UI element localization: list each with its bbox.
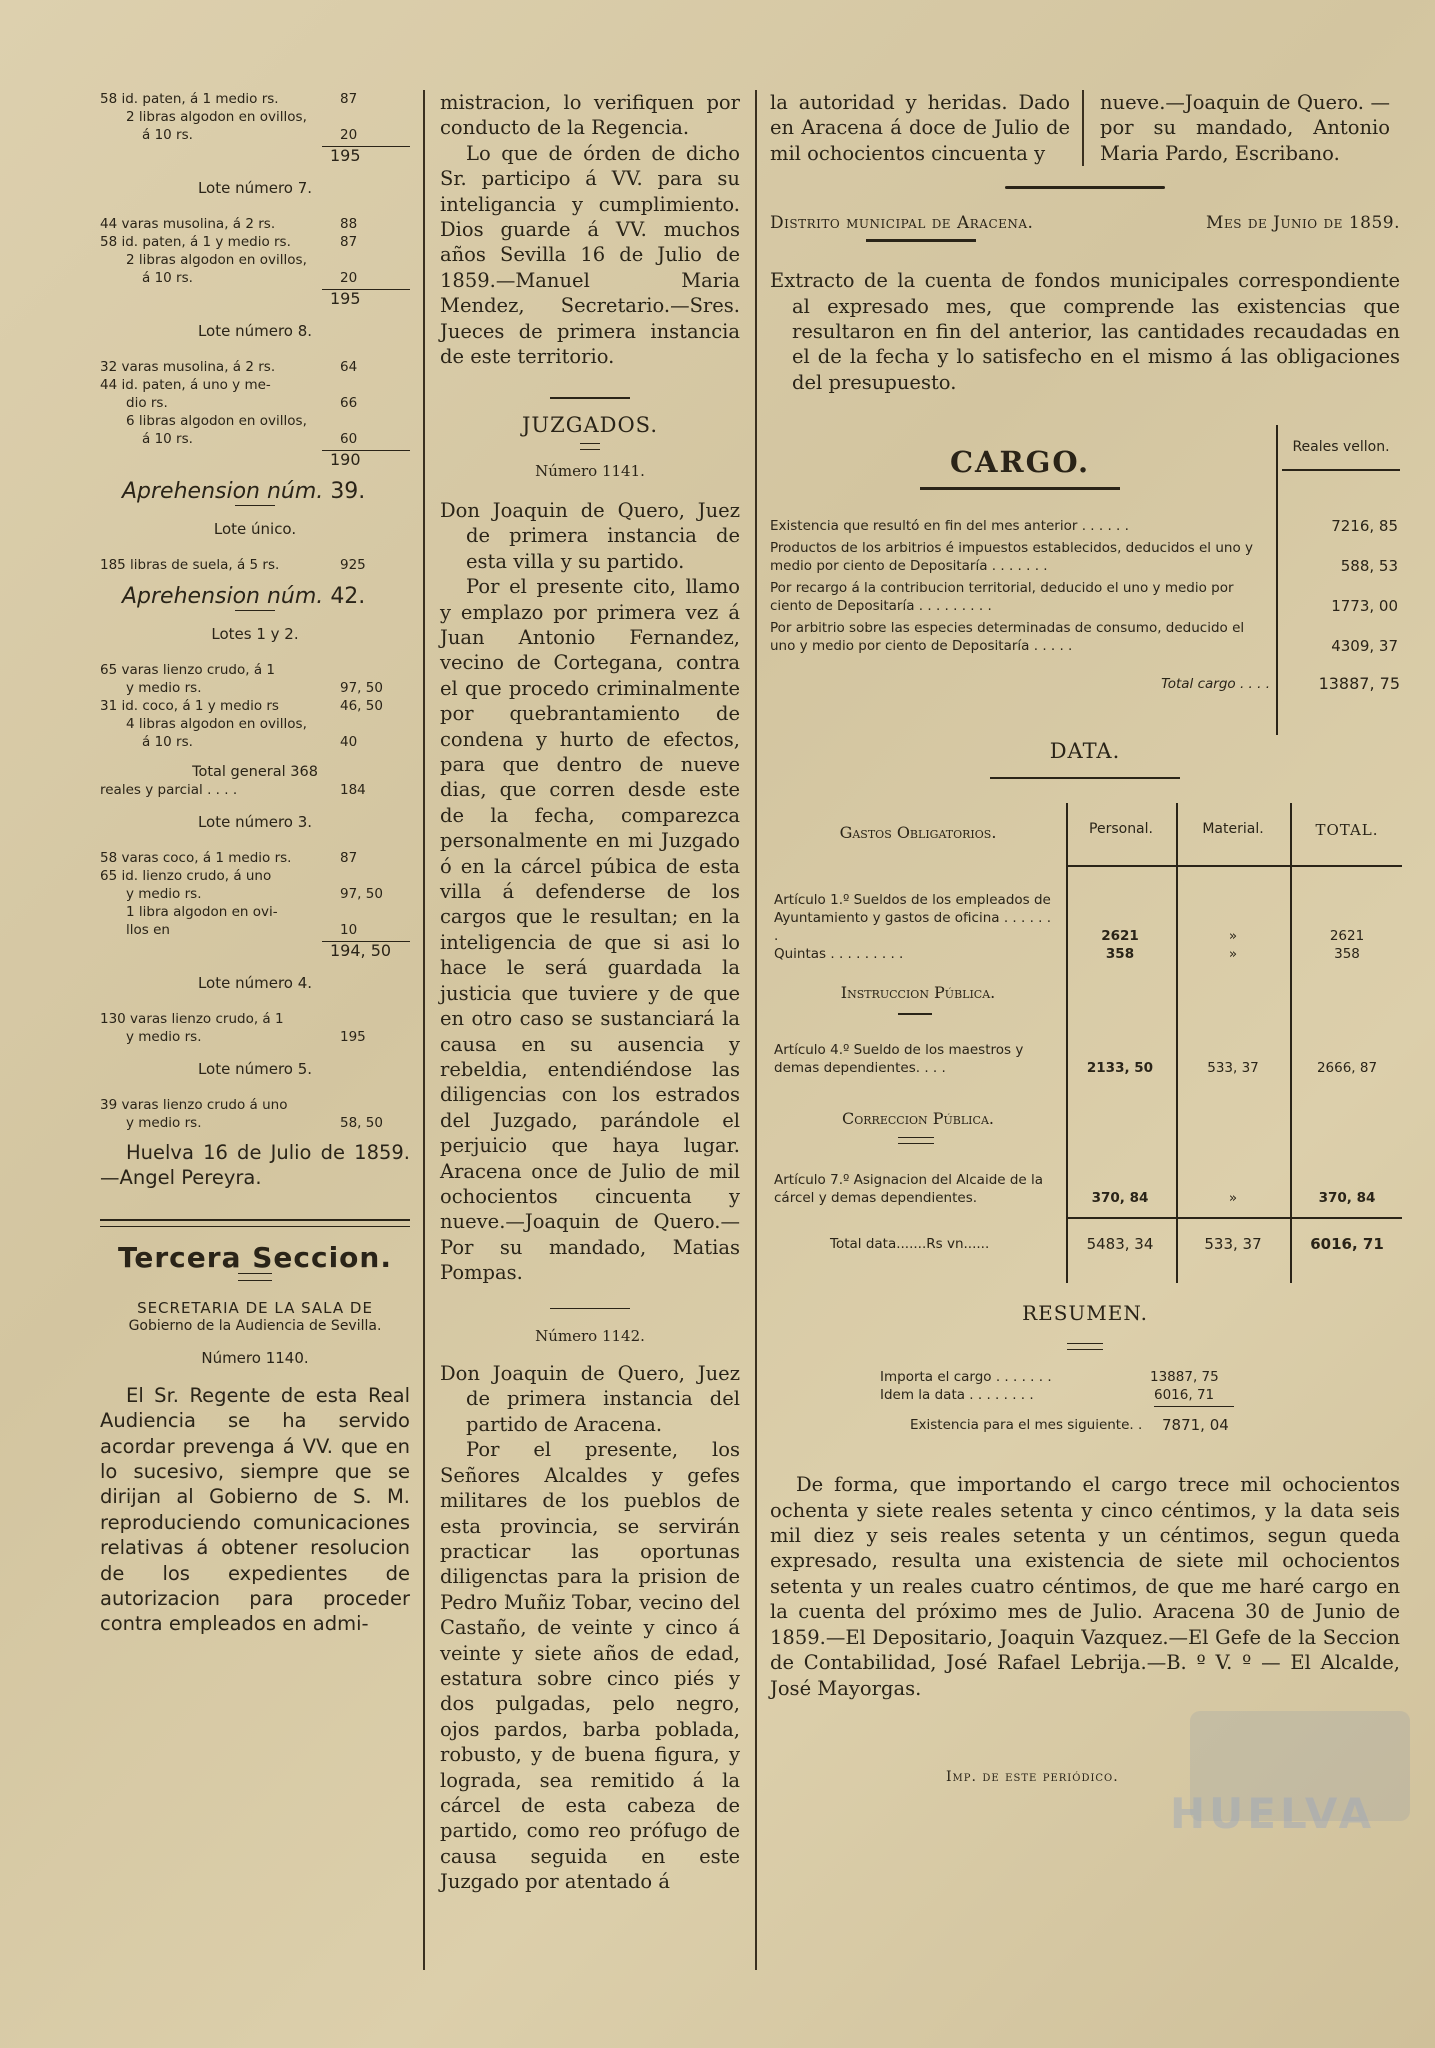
art4-label: Artículo 4.º Sueldo de los maestros y demas dependientes. . . . bbox=[774, 1042, 1024, 1077]
art4-personal: 2133, 50 bbox=[1086, 1060, 1154, 1077]
lote-line: 65 varas lienzo crudo, á 1 bbox=[100, 662, 275, 678]
lote-line: 44 varas musolina, á 2 rs. 88 bbox=[100, 216, 358, 232]
total-general: Total general 368 bbox=[192, 764, 318, 780]
art7-label: Artículo 7.º Asignacion del Alcaide de la cárcel y demas dependientes. bbox=[774, 1172, 1044, 1207]
lote-line: 2 libras algodon en ovillos, bbox=[126, 109, 307, 125]
lote-items bbox=[100, 661, 410, 751]
existencia-value: 7871, 04 bbox=[1162, 1416, 1229, 1435]
divider bbox=[235, 610, 275, 611]
cargo-row: Existencia que resultó en fin del mes anterior . . . . . . 7216, 85 bbox=[770, 517, 1398, 536]
lote-line: á 10 rs. 20 bbox=[142, 270, 358, 286]
quintas-personal: 358 bbox=[1105, 946, 1135, 963]
art1-total: 2621 bbox=[1329, 928, 1365, 945]
art7-material: » bbox=[1228, 1190, 1238, 1207]
lote-items bbox=[100, 1010, 410, 1046]
idem-value: 6016, 71 bbox=[1154, 1386, 1234, 1407]
lote-line: á 10 rs. 20 bbox=[142, 127, 358, 143]
lote-line: 31 id. coco, á 1 y medio rs 46, 50 bbox=[100, 698, 383, 714]
aprehension-heading: Aprehension núm. 42. bbox=[122, 584, 366, 609]
divider bbox=[238, 1273, 272, 1281]
gastos-heading: Gastos Obligatorios. bbox=[839, 823, 997, 843]
subheading: SECRETARIA DE LA SALA DE bbox=[137, 1298, 373, 1317]
lote-items-top bbox=[100, 90, 410, 144]
divider bbox=[580, 443, 600, 450]
notice-body: la autoridad y heridas. Dado en Aracena á doce de Julio de mil ochocientos cincuenta y bbox=[770, 90, 1084, 166]
lote-total: 190 bbox=[322, 450, 410, 469]
art4-material: 533, 37 bbox=[1207, 1060, 1259, 1077]
lote-line: 130 varas lienzo crudo, á 1 bbox=[100, 1011, 284, 1027]
art1-personal: 2621 bbox=[1101, 928, 1139, 945]
divider bbox=[990, 777, 1180, 779]
total-data-material: 533, 37 bbox=[1204, 1235, 1262, 1254]
total-general-line: reales y parcial . . . . 184 bbox=[100, 782, 366, 798]
lote-line: 2 libras algodon en ovillos, bbox=[126, 252, 307, 268]
divider bbox=[235, 505, 275, 506]
distrito-header bbox=[770, 213, 1400, 233]
notice-body: Lo que de órden de dicho Sr. participo á VV. para su inteligancia y cumplimiento. Dios guarde á VV. muchos años Sevilla 16 de Julio de 1859.—Manuel Maria Mendez, Secretario.—Sres. Jueces de primera instancia de este territorio. bbox=[440, 141, 740, 369]
lote-line: 58 id. paten, á 1 medio rs. 87 bbox=[100, 91, 358, 107]
cargo-row: Por arbitrio sobre las especies determinadas de consumo, deducido el uno y medio por ciento de Depositaría . . . . . 4309, 37 bbox=[770, 620, 1398, 656]
notice-heading: Don Joaquin de Quero, Juez de primera instancia del partido de Aracena. bbox=[440, 1362, 740, 1436]
resumen-heading: RESUMEN. bbox=[1022, 1301, 1148, 1326]
correccion-heading: Correccion Pública. bbox=[842, 1109, 994, 1129]
month-title: Mes de Junio de 1859. bbox=[1206, 213, 1400, 234]
lote-heading: Lote único. bbox=[213, 520, 297, 538]
lote-items bbox=[100, 849, 410, 939]
art1-material: » bbox=[1228, 928, 1238, 945]
lote-line: 185 libras de suela, á 5 rs. 925 bbox=[100, 557, 366, 573]
notice-body: mistracion, lo verifiquen por conducto de la Regencia. bbox=[440, 91, 740, 140]
section-rule bbox=[100, 1219, 410, 1227]
column-3 bbox=[770, 90, 1400, 1838]
divider bbox=[920, 487, 1120, 490]
art7-personal: 370, 84 bbox=[1091, 1190, 1149, 1207]
column-rule-2 bbox=[755, 90, 757, 1970]
data-title: DATA. bbox=[1049, 739, 1121, 764]
quintas-total: 358 bbox=[1334, 946, 1360, 963]
idem-label: Idem la data . . . . . . . . bbox=[880, 1387, 1034, 1404]
lote-heading: Lotes 1 y 2. bbox=[211, 625, 299, 643]
total-cargo-row: Total cargo . . . . 13887, 75 bbox=[1161, 674, 1400, 694]
lote-heading: Lote número 7. bbox=[197, 179, 313, 197]
lote-line: 39 varas lienzo crudo á uno bbox=[100, 1097, 288, 1113]
column-header: Reales vellon. bbox=[1282, 439, 1400, 471]
lote-line: á 10 rs. 60 bbox=[142, 431, 358, 447]
lote-line: y medio rs. 97, 50 bbox=[126, 886, 383, 902]
quintas-label: Quintas . . . . . . . . . bbox=[774, 946, 904, 963]
table-rule bbox=[1290, 803, 1292, 1283]
lote-line: 1 libra algodon en ovi- bbox=[126, 904, 278, 920]
notice-number: Número 1141. bbox=[535, 461, 645, 480]
notice-number: Número 1140. bbox=[201, 1348, 309, 1367]
art1-label: Artículo 1.º Sueldos de los empleados de Ayuntamiento y gastos de oficina . . . . . . . bbox=[774, 892, 1052, 945]
lote-line: 44 id. paten, á uno y me- bbox=[100, 377, 271, 393]
notice-body: nueve.—Joaquin de Quero. —por su mandado, Antonio Maria Pardo, Escribano. bbox=[1100, 91, 1390, 165]
cargo-title: CARGO. bbox=[949, 445, 1091, 480]
notice-body: Por el presente cito, llamo y emplazo por primera vez á Juan Antonio Fernandez, vecino de Cortegana, contra el que procedo criminalmente por quebrantamiento de condena y hurto de efectos, para que dentro de nueve dias, que corren desde este de la fecha, comparezca personalmente en mi Juzgado ó en la cárcel púbica de esta villa á defenderse de los cargos que le resultan; en la inteligencia de que si asi lo hace le será guardada la justicia que tuviere y de que en otro caso se sustanciará la causa en su ausencia y rebeldia, entendiéndose las diligencias con los estrados del Juzgado, parándole el perjuicio que haya lugar. Aracena once de Julio de mil ochocientos cincuenta y nueve.—Joaquin de Quero.—Por su mandado, Matias Pompas. bbox=[440, 575, 740, 1285]
table-rule bbox=[1176, 803, 1178, 1283]
watermark-text: HUELVA bbox=[1170, 1788, 1376, 1838]
cargo-section bbox=[770, 425, 1400, 745]
lote-heading: Lote número 5. bbox=[197, 1060, 313, 1078]
art7-total: 370, 84 bbox=[1318, 1190, 1376, 1207]
lote-line: 58 varas coco, á 1 medio rs. 87 bbox=[100, 850, 358, 866]
instruccion-heading: Instruccion Pública. bbox=[840, 983, 996, 1003]
lote-line: y medio rs. 97, 50 bbox=[126, 680, 383, 696]
distrito-title: Distrito municipal de Aracena. bbox=[770, 213, 1034, 234]
ornament bbox=[866, 239, 976, 242]
notice-body: El Sr. Regente de esta Real Audiencia se ha servido acordar prevenga á VV. que en lo sucesivo, siempre que se dirijan al Gobierno de S. M. reproduciendo comunicaciones relativas á obtener resolucion de los expedientes de autorizacion para proceder contra empleados en admi- bbox=[100, 1383, 410, 1636]
existencia-label: Existencia para el mes siguiente. . bbox=[910, 1417, 1143, 1434]
data-table bbox=[770, 803, 1400, 1326]
notice-heading: Don Joaquin de Quero, Juez de primera instancia de esta villa y su partido. bbox=[440, 498, 740, 573]
column-1 bbox=[100, 90, 410, 1637]
top-continuation bbox=[770, 90, 1400, 166]
total-rule bbox=[1066, 1217, 1402, 1219]
lote-total: 195 bbox=[322, 146, 410, 165]
divider bbox=[1067, 1343, 1103, 1350]
notice-body: Por el presente, los Señores Alcaldes y gefes militares de los pueblos de esta provincia, se servirán practicar las oportunas diligenctas para la prision de Pedro Muñiz Tobar, vecino del Castaño, de veinte y cinco á veinte y siete años de edad, estatura sobre cinco piés y dos pulgadas, pelo negro, ojos pardos, barba poblada, robusto, y de buena figura, y lograda, sea remitido á la cárcel de esta cabeza de partido, como reo prófugo de causa seguida en este Juzgado por atentado á bbox=[440, 1438, 740, 1894]
lote-line: y medio rs. 195 bbox=[126, 1029, 366, 1045]
total-data-total: 6016, 71 bbox=[1310, 1235, 1384, 1254]
lote-heading: Lote número 3. bbox=[197, 813, 313, 831]
total-data-label: Total data.......Rs vn...... bbox=[830, 1236, 990, 1253]
footer-area bbox=[770, 1701, 1400, 1838]
table-rule bbox=[1066, 803, 1068, 1283]
header-rule bbox=[1066, 865, 1402, 867]
resumen-block bbox=[770, 1368, 1400, 1458]
header-personal: Personal. bbox=[1089, 821, 1153, 838]
lote-line: á 10 rs. 40 bbox=[142, 734, 358, 750]
aprehension-heading: Aprehension núm. 39. bbox=[122, 479, 366, 504]
lote-line: 4 libras algodon en ovillos, bbox=[126, 716, 307, 732]
header-material: Material. bbox=[1202, 821, 1264, 838]
lote-heading: Lote número 4. bbox=[197, 974, 313, 992]
lote-total: 194, 50 bbox=[322, 941, 410, 960]
cargo-row: Por recargo á la contribucion territorial, deducido el uno y medio por ciento de Depositaría . . . . . . . . . 1773, 00 bbox=[770, 580, 1398, 616]
divider bbox=[898, 1013, 932, 1015]
subheading: Gobierno de la Audiencia de Sevilla. bbox=[128, 1317, 382, 1334]
lote-items bbox=[100, 215, 410, 287]
column-rule-1 bbox=[423, 90, 425, 1970]
art4-total: 2666, 87 bbox=[1316, 1060, 1378, 1077]
lote-line: 32 varas musolina, á 2 rs. 64 bbox=[100, 359, 358, 375]
lote-items bbox=[100, 358, 410, 448]
quintas-material: » bbox=[1228, 946, 1238, 963]
importa-value: 13887, 75 bbox=[1150, 1369, 1219, 1386]
lote-total: 195 bbox=[322, 289, 410, 308]
lote-line: dio rs. 66 bbox=[126, 395, 358, 411]
lote-line: 6 libras algodon en ovillos, bbox=[126, 413, 307, 429]
lote-line: 58 id. paten, á 1 y medio rs. 87 bbox=[100, 234, 358, 250]
divider bbox=[550, 397, 630, 399]
closing-paragraph: De forma, que importando el cargo trece mil ochocientos ochenta y siete reales setenta y cinco céntimos, y la data seis mil diez y seis reales setenta y un céntimos, segun queda expresado, resulta una existencia de siete mil ochocientos setenta y un reales cuatro céntimos, de que me haré cargo en la cuenta del próximo mes de Julio. Aracena 30 de Junio de 1859.—El Depositario, Joaquin Vazquez.—El Gefe de la Seccion de Contabilidad, José Rafael Lebrija.—B. º V. º — El Alcalde, José Mayorgas. bbox=[770, 1473, 1400, 1700]
column-2 bbox=[440, 90, 740, 1895]
section-heading: Tercera Seccion. bbox=[118, 1240, 392, 1274]
lote-items bbox=[100, 1096, 410, 1132]
notice-number: Número 1142. bbox=[535, 1327, 645, 1346]
lote-line: 65 id. lienzo crudo, á uno bbox=[100, 868, 272, 884]
importa-label: Importa el cargo . . . . . . . bbox=[880, 1369, 1052, 1386]
lote-line: y medio rs. 58, 50 bbox=[126, 1115, 383, 1131]
cargo-row: Productos de los arbitrios é impuestos establecidos, deducidos el uno y medio por ciento de Depositaría . . . . . . . 588, 53 bbox=[770, 540, 1398, 576]
cargo-rows bbox=[770, 517, 1400, 659]
section-heading: JUZGADOS. bbox=[521, 412, 658, 437]
ornament bbox=[1005, 186, 1165, 189]
imprint-line: Imp. de este periódico. bbox=[946, 1768, 1119, 1785]
total-data-personal: 5483, 34 bbox=[1086, 1235, 1154, 1254]
header-total: TOTAL. bbox=[1315, 821, 1379, 840]
divider bbox=[898, 1137, 934, 1144]
lote-line: llos en 10 bbox=[126, 922, 358, 938]
signature-line: Huelva 16 de Julio de 1859.—Angel Pereyra. bbox=[100, 1141, 410, 1190]
extracto-text: Extracto de la cuenta de fondos municipales correspondiente al expresado mes, que comprende las existencias que resultaron en fin del anterior, las cantidades recaudadas en el de la fecha y lo satisfecho en el mismo á las obligaciones del presupuesto. bbox=[770, 269, 1400, 394]
lote-heading: Lote número 8. bbox=[197, 322, 313, 340]
divider bbox=[550, 1308, 630, 1310]
